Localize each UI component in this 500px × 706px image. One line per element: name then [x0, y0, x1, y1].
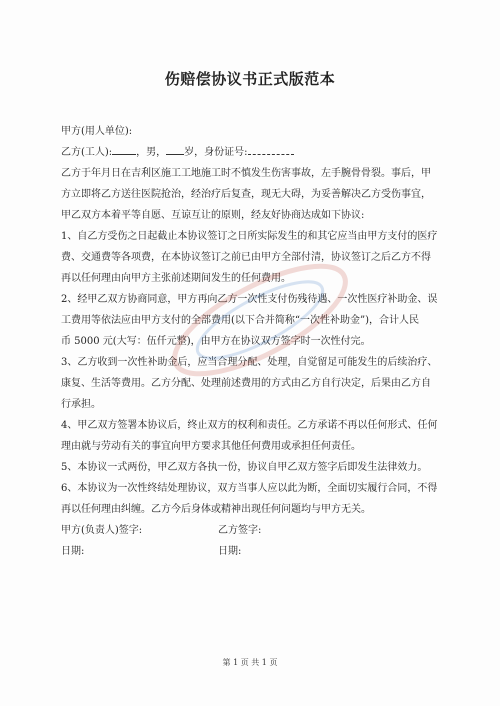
document-title: 伤赔偿协议书正式版范本 — [164, 70, 336, 88]
paragraph-line: 工费用等依法应由甲方支付的全部费用(以下合并简称“一次性补助金”)，合计人民 — [61, 315, 420, 326]
party-a-signature-label: 甲方(负责人)签字: — [61, 525, 143, 536]
paragraph-line: 甲乙双方本着平等自愿、互谅互让的原则，经友好协商达成如下协议: — [61, 210, 365, 221]
paragraph-line: 6、本协议为一次性终结处理协议，双方当事人应以此为断，全面切实履行合同，不得 — [61, 483, 438, 494]
paragraph-line: 行承担。 — [61, 399, 101, 410]
signature-row — [61, 520, 444, 541]
party-b-line — [61, 142, 444, 163]
party-a-date-label: 日期: — [61, 546, 85, 557]
clause-6 — [61, 478, 444, 520]
paragraph-line: 理由就与劳动有关的事宜向甲方要求其他任何费用或承担任何责任。 — [61, 441, 361, 452]
date-row — [61, 541, 444, 562]
paragraph-line: 乙方于年月日在吉利区施工工地施工时不慎发生伤害事故，左手腕骨骨裂。事后，甲 — [61, 168, 431, 179]
document-body — [61, 121, 444, 562]
clause-4 — [61, 415, 444, 457]
paragraph-line: 4、甲乙双方签署本协议后，终止双方的权利和责任。乙方承诺不再以任何形式、任何 — [61, 420, 438, 431]
clause-2 — [61, 289, 444, 352]
party-a-label: 甲方(用人单位): — [61, 126, 133, 137]
paragraph-line: 3、乙方收到一次性补助金后，应当合理分配、处理，自觉留足可能发生的后续治疗、 — [61, 357, 438, 368]
clause-3 — [61, 352, 444, 415]
paragraph-line: 费、交通费等各项费，在本协议签订之前已由甲方全部付清，协议签订之后乙方不得 — [61, 252, 431, 263]
paragraph-line: 再以任何理由向甲方主张前述期间发生的任何费用。 — [61, 273, 291, 284]
paragraph-line: 5、本协议一式两份，甲乙双方各执一份，协议自甲乙双方签字后即发生法律效力。 — [61, 462, 428, 473]
clause-5 — [61, 457, 444, 478]
paragraph-line: 币 5000 元(大写：伍仟元整)，由甲方在协议双方签字时一次性付完。 — [61, 336, 371, 347]
paragraph-line: 康复、生活等费用。乙方分配、处理前述费用的方式由乙方自行决定，后果由乙方自 — [61, 378, 431, 389]
paragraph-line: 2、经甲乙双方协商同意，甲方再向乙方一次性支付伤残待遇、一次性医疗补助金、误 — [61, 294, 438, 305]
party-b-label: 乙方(工人): — [61, 147, 113, 158]
gender-text: ，男， — [136, 147, 167, 158]
age-id-label: 岁，身份证号: — [184, 147, 248, 158]
name-blank — [112, 142, 136, 155]
clause-1 — [61, 226, 444, 289]
paragraph-line: 方立即将乙方送往医院抢治，经治疗后复查，现无大碍，为妥善解决乙方受伤事宜， — [61, 189, 431, 200]
age-blank — [166, 142, 184, 155]
page-footer: 第 1 页 共 1 页 — [222, 658, 278, 667]
paragraph-line: 再以任何理由纠缠。乙方今后身体或精神出现任何问题均与甲方无关。 — [61, 504, 371, 515]
party-b-signature-label: 乙方签字: — [218, 525, 262, 536]
party-b-date-label: 日期: — [218, 546, 242, 557]
paragraph-line: 1、自乙方受伤之日起截止本协议签订之日所实际发生的和其它应当由甲方支付的医疗 — [61, 231, 438, 242]
id-number-blank — [248, 142, 294, 155]
paragraph-intro — [61, 163, 444, 226]
party-a-line — [61, 121, 444, 142]
